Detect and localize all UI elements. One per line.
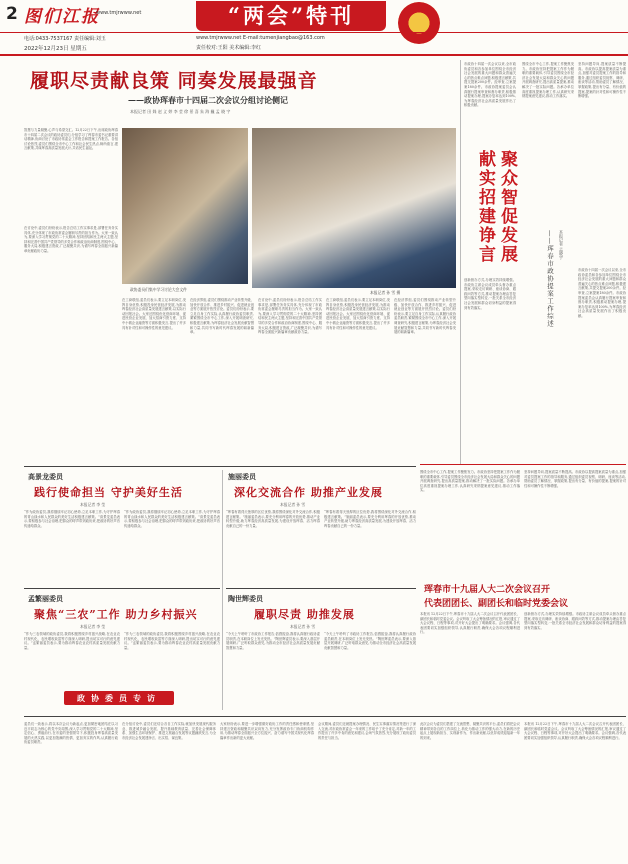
photo-1-caption: 政协委员们集中学习讨论大会文件	[130, 287, 187, 292]
main-body-col1: 在讨论中,委员们纷纷表示,报告总结工作实事求是,部署任务务实具体,充分体现了市政协常委会履职尽责的担当作为。大家一致认为,要深入学习贯彻党的二十大精神,坚持团结和民主两大主题,坚持和完善中国共产党领导的多党合作和政治协商制度,围绕中心、服务大局,积极建言资政,广泛凝聚共识,为谱写珲春全面振兴新篇章贡献政协力量。	[24, 226, 118, 253]
bottom-col-1: 委员们一致表示,将以本次会议为新起点,更加紧密地团结在以习近平同志为核心的党中央周围,深入学习贯彻党的二十大精神,坚定信心、勇毅前行,在市委的坚强领导下,积极投身珲春高质量发展的火热实践,以更加饱满的热情、更加务实的作风,认真履行政协委员职责。	[24, 722, 118, 745]
meng-title: 聚焦“三农”工作 助力乡村振兴	[34, 608, 198, 621]
cppcc-emblem-icon	[398, 2, 440, 44]
meeting-photo-2	[252, 128, 456, 288]
shi-title: 深化交流合作 助推产业发展	[234, 486, 383, 499]
editor-info: 电话:0433-7537167 责任编辑:刘玉	[24, 36, 106, 42]
column-divider	[460, 60, 461, 464]
right-vertical-headline-1: 献实招建诤言	[475, 150, 495, 264]
tao-tag: 陶世辉委员	[228, 594, 263, 603]
meng-body-2: “作为三农领域的政协委员,我将积极围绕乡村振兴战略,在农业农村现代化、农民增收致富等方面深入调研,提出切实可行的意见建议。”孟繁丽委员表示,要为推动珲春农业农村高质量发展贡献力量。	[124, 632, 220, 650]
main-intro-text: 智慧与力量凝聚,心声与希望交汇。12月22日下午,出席政协珲春市十四届二次会议的政协委员们,分组学习了珲春市委书记重要讲话精神,协商讨论了市政协常委会工作报告和提案工作报告。各组讨论热烈,委员们围绕全市中心工作和社会民生热点,畅所欲言,建言献策,共谋珲春高质量发展大计,共话民生福祉。	[24, 128, 118, 151]
tao-byline: 本报记者 孙 雪	[290, 624, 316, 629]
right-body-f: 围绕全市中心工作,提案工作聚焦发力。市政协坚持把提案工作作为履职的重要载体,引导委员围绕全市经济社会发展大局和群众关心的问题开展调查研究,提出高质量提案,推动解决了一批实际问题。各承办单位高度重视提案办理工作,认真研究采纳提案意见建议,推动工作落实。	[420, 470, 520, 493]
right-vertical-byline: 本报记者 孟晓宇	[559, 230, 564, 260]
right-body-b: 围绕全市中心工作,提案工作聚焦发力。市政协坚持把提案工作作为履职的重要载体,引导委员围绕全市经济社会发展大局和群众关心的问题开展调查研究,提出高质量提案,推动解决了一批实际问题。各承办单位高度重视提案办理工作,认真研究采纳提案意见建议,推动工作落实。	[522, 62, 574, 99]
gao-byline: 本报记者 李 莹	[80, 502, 106, 507]
main-body-col2: 在工商联组,委员们表示,要立足本职岗位,发挥自身优势,积极投身民营经济发展,为推动珲春经济社会高质量发展建言献策,以实际行动回报社会。大家还围绕优化营商环境、促进民营企业发展、加大招商引资力度、支持中小微企业融资等方面积极发言,提出了许多具有针对性和可操作性的意见建议。	[122, 298, 186, 330]
right-box-rule	[420, 464, 626, 465]
photo-2-caption: 本报记者 孙 雪 摄	[370, 290, 401, 295]
main-body-col3: 在经济界组,委员们围绕推动产业转型升级、加快开放合作、推进乡村振兴、促进就业创业等方面展开热烈讨论。委员们纷纷表示,要立足自身工作实际,认真履行政协委员职责,紧紧围绕全市中心工作,深入开展调查研究,积极建言献策,为珲春经济社会发展贡献智慧和力量,共同书写新时代珲春发展的崭新篇章。	[190, 298, 254, 335]
shi-byline: 本报记者 孙 雪	[280, 502, 306, 507]
bottom-col-6: 本报讯 12月22日下午,珲春市十九届人大二次会议召开代表团团长、副团长和临时党委会议。会议听取了大会筹备情况的汇报,审议通过了大会议程、日程等事项,对开好大会提出了明确要求。会议强调,各代表团要切实加强组织领导,认真履行职责,确保大会各项议程顺利进行。	[524, 722, 626, 740]
section-divider	[222, 470, 223, 710]
main-byline: 本报记者 田 姝 赵 义 婷 李 莹 徐 景 喜 朱 海 巍 孟 晓 宇	[130, 109, 231, 114]
box-headline-2: 代表团团长、副团长和临时党委会议	[424, 599, 569, 609]
gao-body-2: “作为政协委员,我将继续牢记初心使命,立足本职工作,为守护珲春的青山绿水和人民群众的美好生活积极建言献策。”高景龙委员表示,要积极参与社会治理,把群众的呼声带到政协来,把政协的好声音传递给群众。	[124, 510, 220, 528]
bottom-rule	[24, 716, 626, 717]
masthead	[0, 0, 628, 66]
tao-body-2: “今天上午聆听了市政协工作报告,倍感振奋,我将认真履行政协委员职责,在本职岗位上发光发热。”陶世辉委员表示,要深入基层开展调研,广泛听取群众意见,为推动全市经济社会高质量发展贡献智慧和力量。	[324, 632, 416, 650]
special-interview-label: 政协委员专访	[64, 691, 174, 705]
section-rule-mid-2	[226, 588, 416, 589]
meng-body-1: “作为三农领域的政协委员,我将积极围绕乡村振兴战略,在农业农村现代化、农民增收致富等方面深入调研,提出切实可行的意见建议。”孟繁丽委员表示,要为推动珲春农业农村高质量发展贡献力量。	[24, 632, 120, 650]
shi-tag: 施丽委员	[228, 472, 256, 481]
main-headline: 履职尽责献良策 同奏发展最强音	[30, 70, 318, 92]
special-issue-banner: “两会”特刊	[196, 1, 386, 31]
header-divider	[0, 32, 628, 33]
right-body-g: 坚持问题导向,提案质量不断提高。市政协以提高提案质量为重点,加强对委员提案工作的指导和服务,通过组织委员视察、调研、座谈等活动,帮助委员了解情况、掌握政策,提出有分量、有价值的提案,提案的针对性和可操作性不断增强。	[524, 470, 626, 488]
right-vertical-subhead: ——珲春市政协提案工作综述	[546, 230, 554, 328]
section-rule-top	[24, 466, 416, 467]
header-bottom-rule	[0, 54, 628, 56]
bottom-col-4: 会议期间,委员们还就提案办理情况、民生实事落实情况等进行了深入交流,对市政协常委会一年来的工作给予了充分肯定,对新一年的工作提出了许多中肯的意见和建议,会场气氛热烈,充分展现了政协委员的责任与担当。	[318, 722, 416, 740]
tao-body-1: “今天上午聆听了市政协工作报告,倍感振奋,我将认真履行政协委员职责,在本职岗位上发光发热。”陶世辉委员表示,要深入基层开展调研,广泛听取群众意见,为推动全市经济社会高质量发展贡献智慧和力量。	[226, 632, 320, 650]
right-body-e: 市政协十四届一次会议以来,全市政协委员和各参加单位围绕全市经济社会发展的重大问题和群众普遍关心的热点难点问题,积极建言献策,共提交提案200余件。经审查,立案提案180余件。市政协提案委员会认真履行提案审查和督办职责,积极推动提案办理,提案办复率达到100%,为珲春经济社会高质量发展作出了积极贡献。	[578, 268, 626, 318]
proofreader-info: 责任校对:王阳 美术编辑:李红	[196, 45, 261, 51]
shi-body-2: “珲春有着得天独厚的区位优势,我将围绕深化对外交流合作,积极建言献策。”施丽委员表示,要充分利用珲春的开放优势,推动产业转型升级,助力珲春经济高质量发展,为建设开放珲春、活力珲春贡献自己的一份力量。	[324, 510, 416, 528]
issue-date: 2022年12月23日 星期五	[24, 46, 87, 52]
meng-byline: 本报记者 李 莹	[80, 624, 106, 629]
main-body-col5: 在工商联组,委员们表示,要立足本职岗位,发挥自身优势,积极投身民营经济发展,为推动珲春经济社会高质量发展建言献策,以实际行动回报社会。大家还围绕优化营商环境、促进民营企业发展、加大招商引资力度、支持中小微企业融资等方面积极发言,提出了许多具有针对性和可操作性的意见建议。	[326, 298, 390, 330]
bottom-col-5: 此次会议为委员们搭建了交流思想、凝聚共识的平台,委员们将把会议精神带到各自的工作岗位上,转化为推动工作的强大动力,在新的历史起点上展现新担当、实现新作为、作出新贡献,以优异成绩迎接新一年的到来。	[420, 722, 520, 740]
page-number: 2	[6, 4, 18, 24]
main-body-col6: 在经济界组,委员们围绕推动产业转型升级、加快开放合作、推进乡村振兴、促进就业创业等方面展开热烈讨论。委员们纷纷表示,要立足自身工作实际,认真履行政协委员职责,紧紧围绕全市中心工作,深入开展调查研究,积极建言献策,为珲春经济社会发展贡献智慧和力量,共同书写新时代珲春发展的崭新篇章。	[394, 298, 456, 335]
right-body-d: 创新督办方式,办理实效持续增强。市政协主席会议成员牵头督办重点提案,采取走访调研、座谈协商、跟踪问效等方式,推动提案办理由答复型向落实型转变,一批关系全市经济社会发展和群众切身利益的提案得到有效落实。	[464, 278, 516, 310]
main-body-col4: 在讨论中,委员们纷纷表示,报告总结工作实事求是,部署任务务实具体,充分体现了市政协常委会履职尽责的担当作为。大家一致认为,要深入学习贯彻党的二十大精神,坚持团结和民主两大主题,坚持和完善中国共产党领导的多党合作和政治协商制度,围绕中心、服务大局,积极建言资政,广泛凝聚共识,为谱写珲春全面振兴新篇章贡献政协力量。	[258, 298, 322, 335]
right-body-a: 市政协十四届一次会议以来,全市政协委员和各参加单位围绕全市经济社会发展的重大问题和群众普遍关心的热点难点问题,积极建言献策,共提交提案200余件。经审查,立案提案180余件。市政协提案委员会认真履行提案审查和督办职责,积极推动提案办理,提案办复率达到100%,为珲春经济社会高质量发展作出了积极贡献。	[464, 62, 516, 108]
shi-body-1: “珲春有着得天独厚的区位优势,我将围绕深化对外交流合作,积极建言献策。”施丽委员表示,要充分利用珲春的开放优势,推动产业转型升级,助力珲春经济高质量发展,为建设开放珲春、活力珲春贡献自己的一份力量。	[226, 510, 320, 528]
right-body-c: 坚持问题导向,提案质量不断提高。市政协以提高提案质量为重点,加强对委员提案工作的指导和服务,通过组织委员视察、调研、座谈等活动,帮助委员了解情况、掌握政策,提出有分量、有价值的提案,提案的针对性和可操作性不断增强。	[578, 62, 626, 99]
meng-tag: 孟繁丽委员	[28, 594, 63, 603]
gao-title: 践行使命担当 守护美好生活	[34, 486, 183, 499]
website-url: www.tmjrwww.net	[96, 10, 142, 16]
main-subhead: ——政协珲春市十四届二次会议分组讨论侧记	[128, 95, 288, 105]
gao-body-1: “作为政协委员,我将继续牢记初心使命,立足本职工作,为守护珲春的青山绿水和人民群众的美好生活积极建言献策。”高景龙委员表示,要积极参与社会治理,把群众的呼声带到政协来,把政协的好声音传递给群众。	[24, 510, 120, 528]
email-info: www.tmjrwww.net E-mail:tumenjiangbao@163.com	[196, 35, 325, 41]
section-rule-mid	[24, 588, 220, 589]
gao-tag: 高景龙委员	[28, 472, 63, 481]
paper-logo: 图们江报	[24, 7, 100, 27]
bottom-col-3: 大家纷纷表示,要进一步增强做好政协工作的责任感和使命感,坚持建言资政和凝聚共识双向发力,充分发挥政协专门协商机构作用,为推动珲春全面振兴全方位振兴、奋力谱写中国式现代化珲春篇章作出新的更大贡献。	[220, 722, 314, 740]
bottom-col-2: 在分组讨论中,委员们还结合各自工作实际,就加快发展现代服务业、推进城乡融合发展、提升基础教育质量、完善社会保障体系、加强生态环境保护、推进文旅融合发展等议题踊跃发言,为全市经济社会发展建诤言、出实招、谋良策。	[122, 722, 216, 740]
meeting-photo-1	[122, 128, 248, 284]
box-headline-1: 珲春市十九届人大二次会议召开	[424, 585, 551, 595]
box-body-1: 本报讯 12月22日下午,珲春市十九届人大二次会议召开代表团团长、副团长和临时党委会议。会议听取了大会筹备情况的汇报,审议通过了大会议程、日程等事项,对开好大会提出了明确要求。会议强调,各代表团要切实加强组织领导,认真履行职责,确保大会各项议程顺利进行。	[420, 612, 520, 635]
tao-title: 履职尽责 助推发展	[254, 608, 355, 621]
right-vertical-headline-2: 聚众智促发展	[497, 150, 517, 264]
box-body-2: 创新督办方式,办理实效持续增强。市政协主席会议成员牵头督办重点提案,采取走访调研、座谈协商、跟踪问效等方式,推动提案办理由答复型向落实型转变,一批关系全市经济社会发展和群众切身利益的提案得到有效落实。	[524, 612, 626, 630]
